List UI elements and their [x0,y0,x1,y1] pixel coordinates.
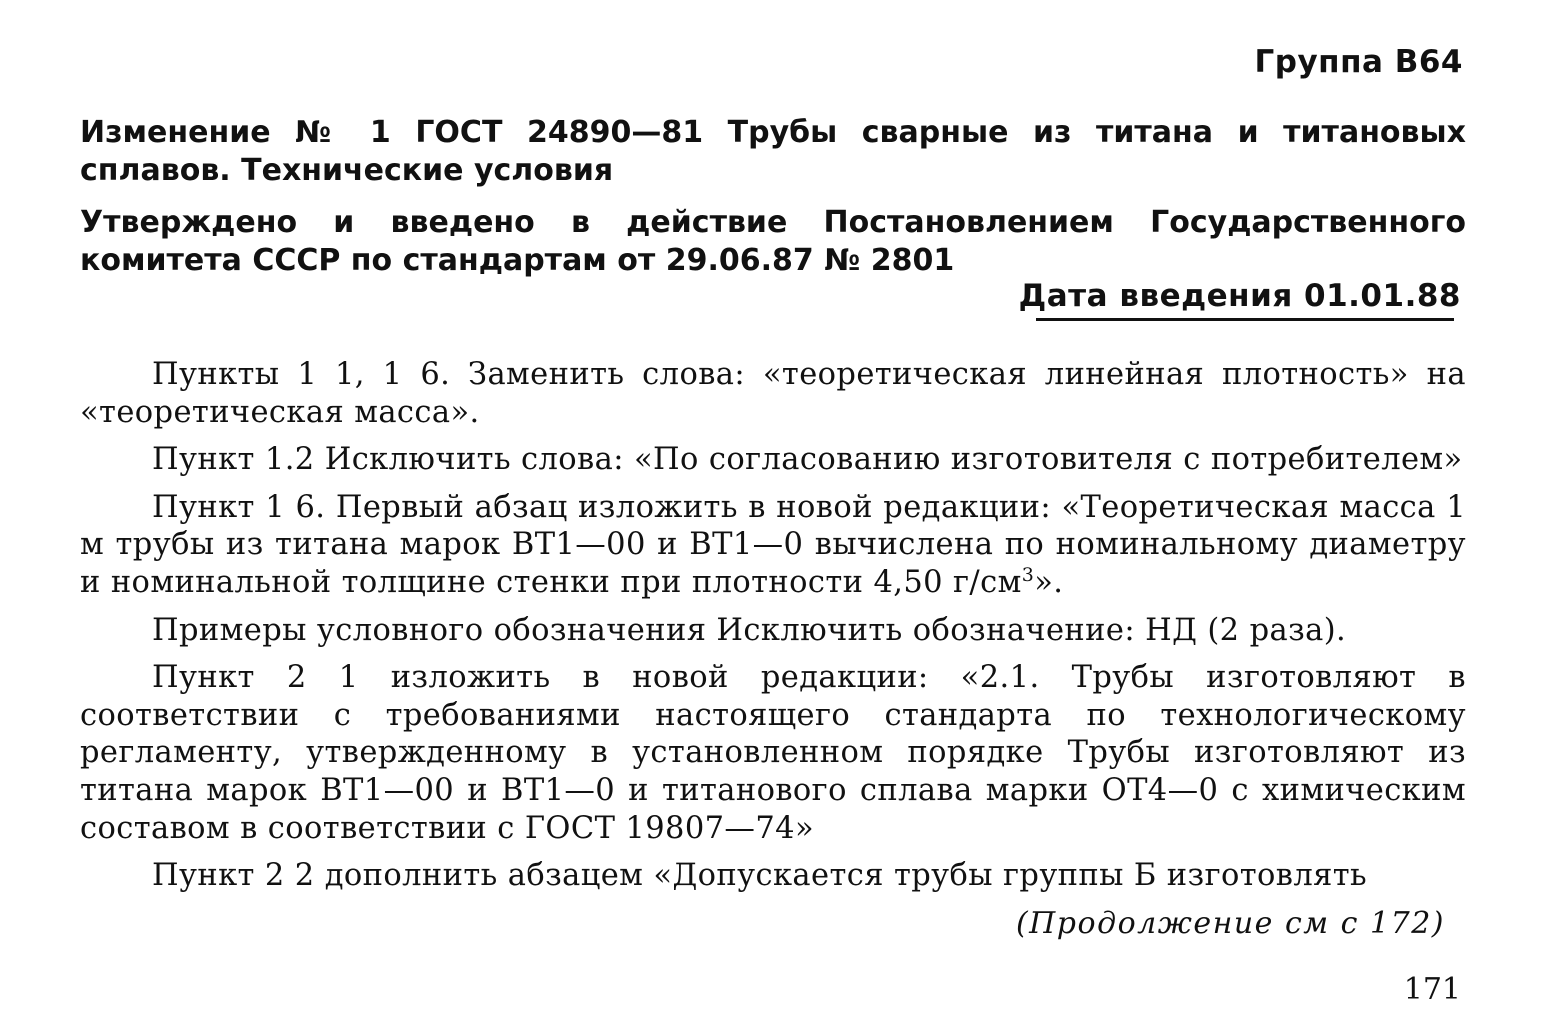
paragraph-4: Примеры условного обозначения Исключить обозначение: НД (2 раза). [152,612,1347,648]
document-body [80,356,1466,905]
paragraph-2: Пункт 1.2 Исключить слова: «По согласованию изготовителя с потребителем» [152,442,1463,478]
paragraph-3 [80,489,1466,602]
approval-statement: Утверждено и введено в действие Постановлением Государственного комитета СССР по стандартам от 29.06.87 № 2801 [80,205,1466,278]
paragraph-5: Пункт 2 1 изложить в новой редакции: «2.1. Трубы изготовляют в соответствии с требованиями настоящего стандарта по технологическому регламенту, утвержденному в установленном порядке Трубы изготовляют из титана марок ВТ1—00 и ВТ1—0 и титанового сплава марки ОТ4—0 с химическим составом в соответствии с ГОСТ 19807—74» [80,660,1466,846]
paragraph-3-text: Пункт 1 6. Первый абзац изложить в новой редакции: «Теоретическая масса 1 м трубы из титана марок ВТ1—00 и ВТ1—0 вычислена по номинальному диаметру и номинальной толщине стенки при плотности 4,50 г/см [80,489,1466,600]
paragraph-1: Пункты 1 1, 1 6. Заменить слова: «теоретическая линейная плотность» на «теоретическая масса». [80,357,1466,430]
group-label: Группа В64 [1254,44,1463,80]
introduction-date: Дата введения 01.01.88 [1018,278,1461,314]
date-underline [1036,318,1454,321]
page-number: 171 [1403,972,1461,1007]
amendment-title: Изменение № 1 ГОСТ 24890—81 Трубы сварные из титана и титановых сплавов. Технические условия [80,115,1466,188]
superscript-three: 3 [1021,563,1035,586]
paragraph-6: Пункт 2 2 дополнить абзацем «Допускается трубы группы Б изготовлять [152,858,1368,894]
paragraph-3-end: ». [1034,564,1064,600]
continuation-note: (Продолжение см с 172) [1015,906,1445,941]
